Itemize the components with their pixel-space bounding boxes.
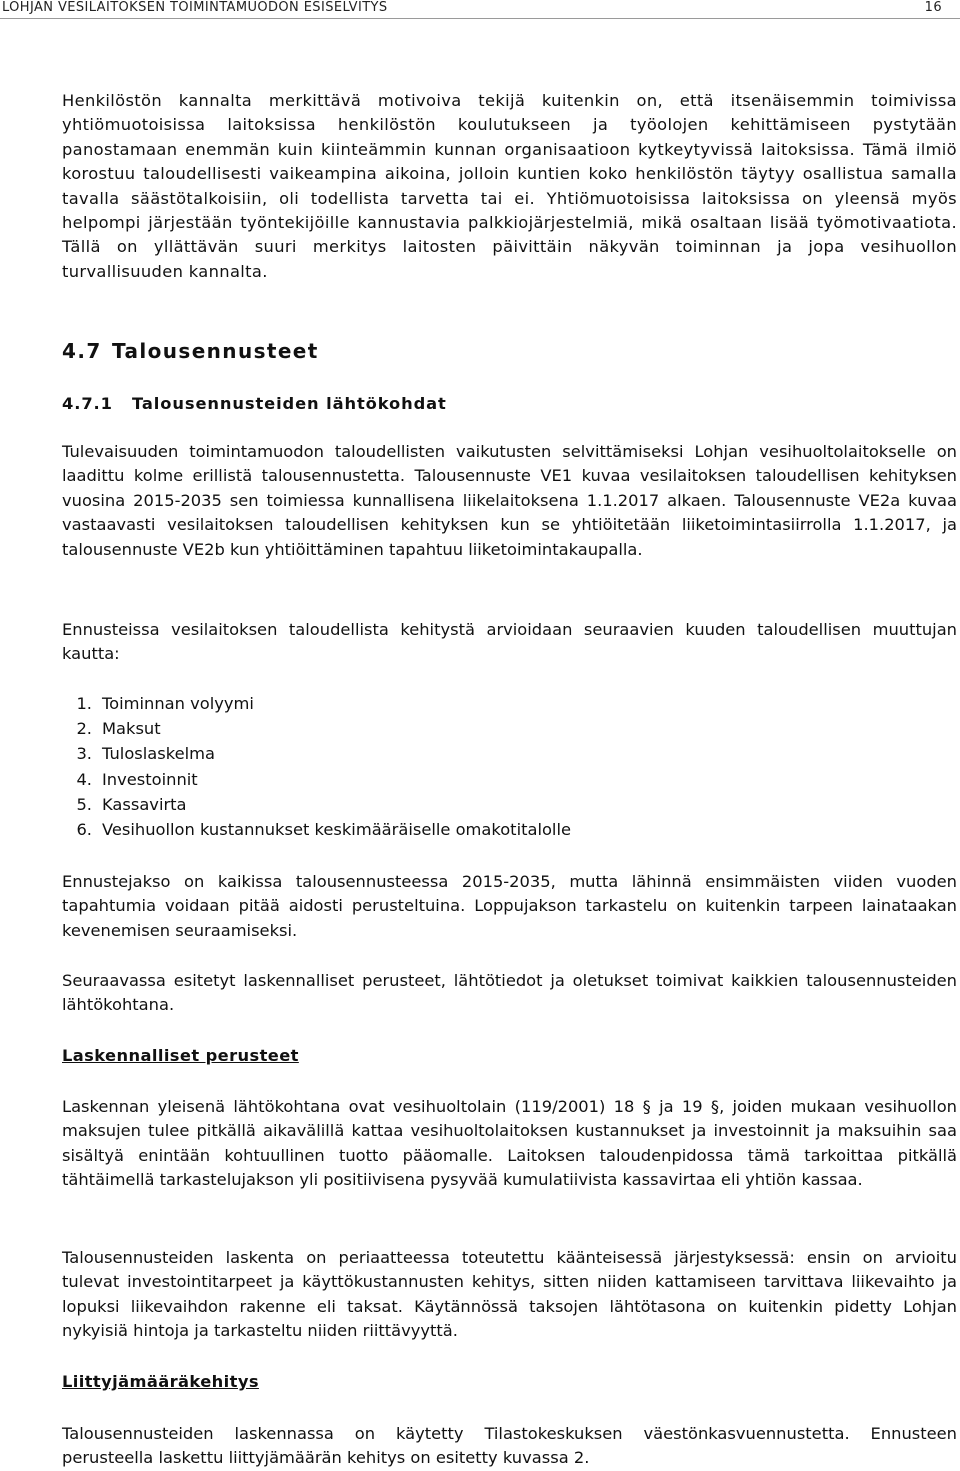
section-title: Talousennusteet bbox=[112, 339, 319, 363]
page-number: 16 bbox=[924, 0, 942, 15]
section-number: 4.7 bbox=[62, 339, 102, 363]
paragraph-variables-intro bbox=[62, 618, 957, 667]
paragraph: Seuraavassa esitetyt laskennalliset perusteet, lähtötiedot ja oletukset toimivat kaikkien talousennusteiden lähtökohtana. bbox=[62, 971, 957, 1015]
subsection-title: Talousennusteiden lähtökohdat bbox=[132, 394, 447, 413]
paragraph: Ennusteissa vesilaitoksen taloudellista kehitystä arvioidaan seuraavien kuuden taloudellisen muuttujan kautta: bbox=[62, 620, 957, 664]
intro-paragraph: Henkilöstön kannalta merkittävä motivoiva tekijä kuitenkin on, että itsenäisemmin toimivissa yhtiömuotoisissa laitoksissa henkilöstön koulutukseen ja työolojen kehittämiseen pystytään panostamaan enemmän kuin kiinteämmin kunnan organisaatioon kytkeytyvissä laitoksissa. Tämä ilmiö korostuu taloudellisesti vaikeampina aikoina, jolloin kuntien koko henkilöstön täytyy osallistua samalla tavalla säästötalkoisiin, oli todellista tarvetta tai ei. Yhtiömuotoisissa laitoksissa on yleensä myös helpompi järjestään työntekijöille kannustavia palkkiojärjestelmiä, mikä osaltaan lisää työmotivaatiota. Tällä on yllättävän suuri merkitys laitosten päivittäin näkyvän toiminnan ja jopa vesihuollon turvallisuuden kannalta. bbox=[62, 91, 957, 281]
list-item: 3. Tuloslaskelma bbox=[76, 744, 215, 764]
document-title: LOHJAN VESILAITOKSEN TOIMINTAMUODON ESISELVITYS bbox=[2, 0, 388, 15]
paragraph-basis bbox=[62, 969, 957, 1018]
subsection-number: 4.7.1 bbox=[62, 394, 113, 413]
paragraph-calculation bbox=[62, 1246, 957, 1344]
paragraph-forecasts bbox=[62, 440, 957, 562]
paragraph: Talousennusteiden laskenta on periaatteessa toteutettu käänteisessä järjestyksessä: ensin on arvioitu tulevat investointitarpeet ja käyttökustannusten kehitys, sitten niiden kattamiseen tarvittava liikevaihto ja lopuksi liikevaihdon rakenne eli taksat. Käytännössä taksojen lähtötasona on kuitenkin pidetty Lohjan nykyisiä hintoja ja tarkasteltu niiden riittävyyttä. bbox=[62, 1248, 957, 1341]
list-item: 4. Investoinnit bbox=[76, 769, 198, 789]
paragraph: Ennustejakso on kaikissa talousennusteessa 2015-2035, mutta lähinnä ensimmäisten viiden vuoden tapahtumia voidaan pitää aidosti perusteltuina. Loppujakson tarkastelu on kuitenkin tarpeen lainataakan kevenemisen seuraamiseksi. bbox=[62, 872, 957, 940]
paragraph-population bbox=[62, 1422, 957, 1471]
heading-laskennalliset bbox=[62, 1044, 957, 1068]
variables-list bbox=[62, 691, 957, 842]
heading-liittyja bbox=[62, 1370, 957, 1394]
list-item: 1. Toiminnan volyymi bbox=[76, 694, 254, 713]
paragraph: Laskennan yleisenä lähtökohtana ovat vesihuoltolain (119/2001) 18 § ja 19 §, joiden mukaan vesihuollon maksujen tulee pitkällä aikavälillä kattaa vesihuoltolaitoksen kustannukset ja investoinnit ja maksuihin saa sisältyä enintään kohtuullinen tuotto pääomalle. Laitoksen taloudenpidossa tämä tarkoittaa pitkällä tähtäimellä tarkastelujakson yli positiivisena pysyvää kumulatiivista kassavirtaa eli yhtiön kassaa. bbox=[62, 1097, 957, 1190]
page-content bbox=[62, 89, 957, 1468]
paragraph-forecast-period bbox=[62, 870, 957, 943]
paragraph: Tulevaisuuden toimintamuodon taloudellisten vaikutusten selvittämiseksi Lohjan vesihuoltolaitokselle on laadittu kolme erillistä talousennustetta. Talousennuste VE1 kuvaa vesilaitoksen taloudellisen kehityksen vuosina 2015-2035 sen toimiessa kunnallisena liikelaitoksena 1.1.2017 alkaen. Talousennuste VE2a kuvaa vastaavasti vesilaitoksen taloudellisen kehityksen kun se yhtiöitetään liiketoimintasiirrolla 1.1.2017, ja talousennuste VE2b kun yhtiöittäminen tapahtuu liiketoimintakaupalla. bbox=[62, 442, 957, 559]
paragraph-law bbox=[62, 1095, 957, 1193]
page-header bbox=[0, 0, 960, 19]
list-item: 2. Maksut bbox=[76, 719, 161, 739]
paragraph: Talousennusteiden laskennassa on käytetty Tilastokeskuksen väestönkasvuennustetta. Ennusteen perusteella laskettu liittyjämäärän kehitys on esitetty kuvassa 2. bbox=[62, 1424, 957, 1468]
list-item: 6. Vesihuollon kustannukset keskimääräiselle omakotitalolle bbox=[76, 820, 571, 840]
list-item: 5. Kassavirta bbox=[76, 794, 187, 814]
underlined-heading: Liittyjämääräkehitys bbox=[62, 1372, 259, 1391]
underlined-heading: Laskennalliset perusteet bbox=[62, 1046, 299, 1065]
subsection-heading bbox=[62, 394, 447, 413]
section-heading bbox=[62, 339, 319, 363]
